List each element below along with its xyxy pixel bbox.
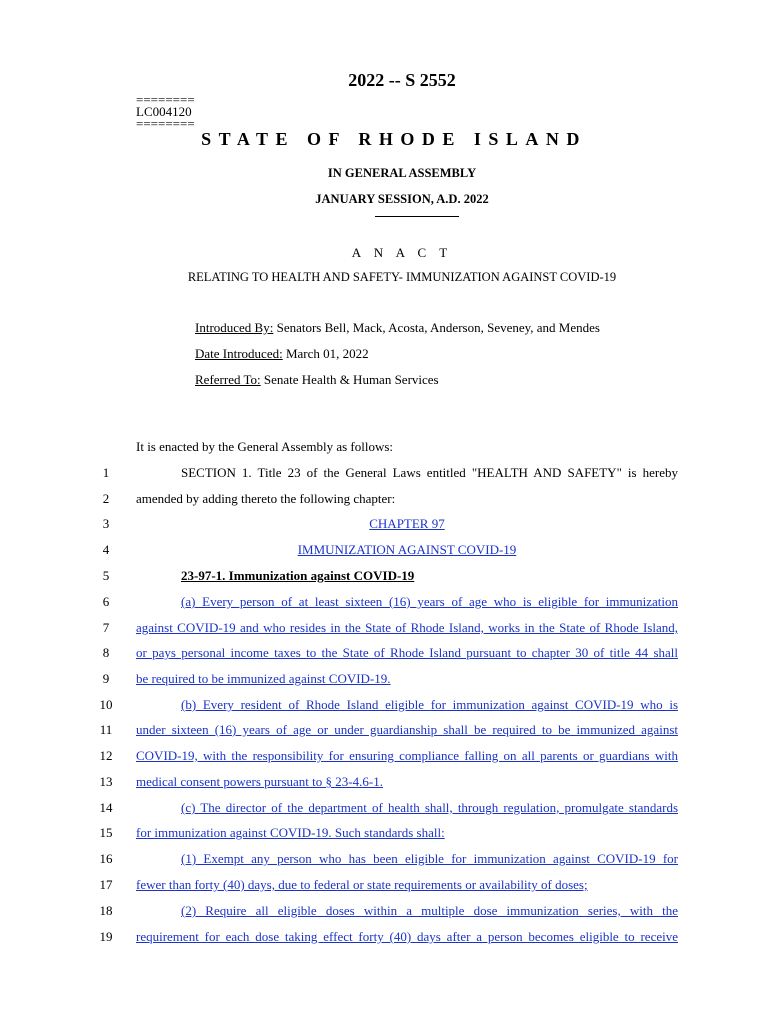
date-introduced-value: March 01, 2022 [282, 346, 369, 361]
bill-line: (b) Every resident of Rhode Island eligible for immunization against COVID-19 who is [181, 697, 678, 712]
line-number: 6 [102, 594, 110, 609]
line-number: 7 [102, 620, 110, 635]
bill-line: SECTION 1. Title 23 of the General Laws entitled "HEALTH AND SAFETY" is hereby [181, 465, 678, 480]
line-number: 19 [99, 929, 113, 944]
introduced-by [195, 320, 600, 336]
line-number: 11 [99, 722, 113, 737]
line-number: 15 [99, 825, 113, 840]
bill-line: (2) Require all eligible doses within a multiple dose immunization series, with the [181, 903, 678, 918]
introduced-by-value: Senators Bell, Mack, Acosta, Anderson, Seveney, and Mendes [273, 320, 600, 335]
bill-line: COVID-19, with the responsibility for ensuring compliance falling on all parents or guardians with [136, 748, 678, 763]
date-introduced [195, 346, 369, 362]
bill-line: requirement for each dose taking effect forty (40) days after a person becomes eligible to receive [136, 929, 678, 944]
lc-rule-bottom: ======== [136, 116, 195, 131]
introduced-by-label: Introduced By: [195, 320, 274, 335]
date-introduced-label: Date Introduced: [195, 346, 283, 361]
referred-to-label: Referred To: [195, 372, 261, 387]
bill-line: for immunization against COVID-19. Such standards shall: [136, 825, 445, 840]
chapter-number: CHAPTER 97 [369, 516, 445, 531]
line-number: 9 [102, 671, 110, 686]
line-number: 3 [102, 516, 110, 531]
referred-to-value: Senate Health & Human Services [260, 372, 439, 387]
line-number: 10 [99, 697, 113, 712]
bill-line: (a) Every person of at least sixteen (16) years of age who is eligible for immunization [181, 594, 678, 609]
lc-code: LC004120 [136, 104, 192, 119]
line-number: 1 [102, 465, 110, 480]
bill-line: fewer than forty (40) days, due to federal or state requirements or availability of doses; [136, 877, 588, 892]
line-number: 14 [99, 800, 113, 815]
bill-line: or pays personal income taxes to the State of Rhode Island pursuant to chapter 30 of title 44 shall [136, 645, 678, 660]
bill-number: 2022 -- S 2552 [348, 70, 456, 90]
enacting-clause: It is enacted by the General Assembly as follows: [136, 439, 394, 454]
assembly-heading: IN GENERAL ASSEMBLY [327, 166, 477, 180]
lc-rule-top: ======== [136, 92, 195, 107]
divider [375, 216, 459, 217]
line-number: 17 [99, 877, 113, 892]
bill-line: (1) Exempt any person who has been eligible for immunization against COVID-19 for [181, 851, 678, 866]
state-title: STATE OF RHODE ISLAND [201, 129, 587, 149]
bill-line: medical consent powers pursuant to § 23-4.6-1. [136, 774, 383, 789]
section-heading: 23-97-1. Immunization against COVID-19 [181, 568, 415, 583]
bill-line: (c) The director of the department of health shall, through regulation, promulgate standards [181, 800, 678, 815]
line-number: 12 [99, 748, 113, 763]
line-number: 4 [102, 542, 110, 557]
line-number: 5 [102, 568, 110, 583]
referred-to [195, 372, 439, 388]
bill-line: under sixteen (16) years of age or under guardianship shall be required to be immunized against [136, 722, 678, 737]
line-number: 13 [99, 774, 113, 789]
relating-to: RELATING TO HEALTH AND SAFETY- IMMUNIZATION AGAINST COVID-19 [187, 270, 617, 284]
bill-line: amended by adding thereto the following chapter: [136, 491, 396, 506]
line-number: 18 [99, 903, 113, 918]
line-number: 16 [99, 851, 113, 866]
line-number: 8 [102, 645, 110, 660]
an-act-label: A N A C T [351, 245, 453, 260]
chapter-title: IMMUNIZATION AGAINST COVID-19 [297, 542, 517, 557]
bill-line: against COVID-19 and who resides in the State of Rhode Island, works in the State of Rhode Island, [136, 620, 678, 635]
bill-line: be required to be immunized against COVID-19. [136, 671, 391, 686]
line-number: 2 [102, 491, 110, 506]
session-heading: JANUARY SESSION, A.D. 2022 [315, 192, 489, 206]
